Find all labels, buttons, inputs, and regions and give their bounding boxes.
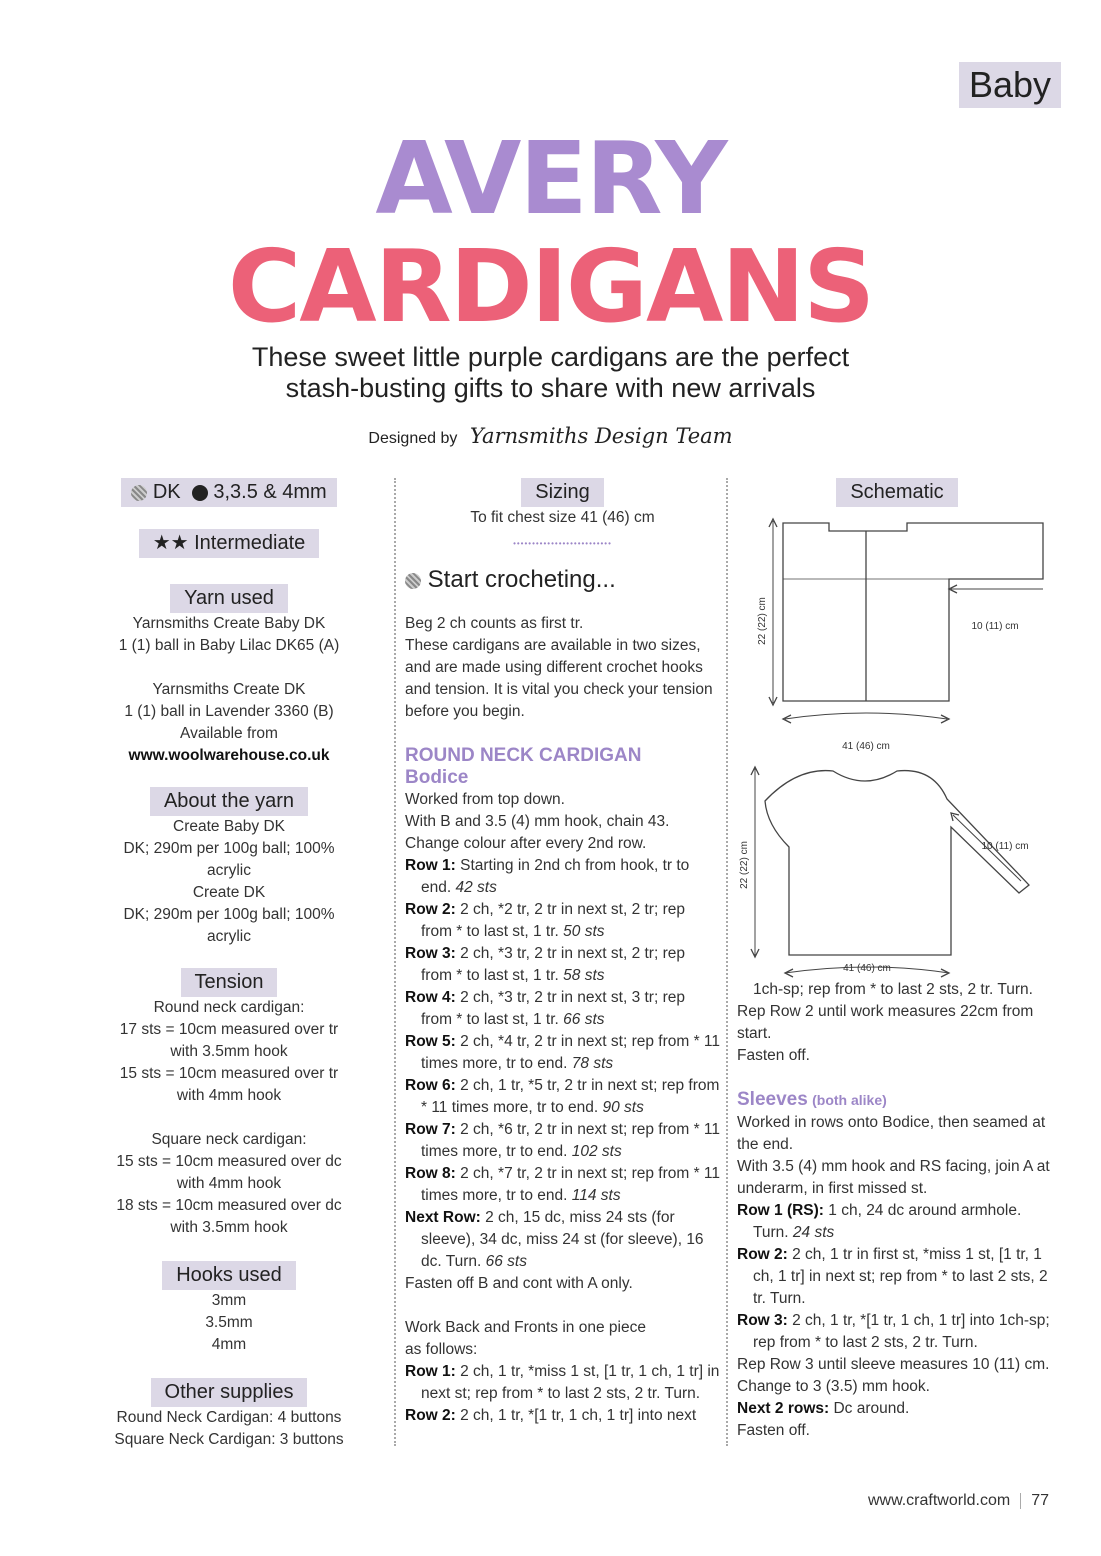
round-neck-heading: ROUND NECK CARDIGAN xyxy=(405,745,642,766)
weight-label: DK xyxy=(152,481,181,503)
yarn-ball-icon xyxy=(405,573,421,589)
intro-note-2: These cardigans are available in two sizes, and are made using different crochet hooks and tension. It is vital you check your tension before you begin. xyxy=(405,637,713,720)
about-line-1: Create Baby DK xyxy=(173,818,285,835)
cont-line-3: Fasten off. xyxy=(737,1047,810,1064)
tension-line-9: 18 sts = 10cm measured over dc xyxy=(116,1197,342,1214)
schematic-heading: Schematic xyxy=(836,478,957,507)
start-heading-text: Start crocheting... xyxy=(427,566,616,593)
pattern-row: Row 2: 2 ch, 1 tr, *[1 tr, 1 ch, 1 tr] into next xyxy=(405,1407,697,1424)
intro xyxy=(0,342,1101,404)
next-rows: Next 2 rows: Dc around. xyxy=(737,1400,910,1417)
yarn-used-line-3: Yarnsmiths Create DK xyxy=(152,681,306,698)
title-line2: CARDIGANS xyxy=(227,228,874,345)
schem2-width-label: 41 (46) cm xyxy=(843,963,891,974)
work-back-line: Work Back and Fronts in one piece as follows: xyxy=(405,1319,646,1358)
dot-separator: •••••••••••••••••••••••••• xyxy=(513,539,612,548)
yarn-used-line-2: 1 (1) ball in Baby Lilac DK65 (A) xyxy=(118,637,340,654)
tension-line-2: 17 sts = 10cm measured over tr xyxy=(119,1021,339,1038)
pattern-row: Row 5: 2 ch, *4 tr, 2 tr in next st; rep from * 11 times more, tr to end. 78 sts xyxy=(405,1033,721,1072)
back-rows xyxy=(405,1361,720,1427)
yarn-used-line-5: Available from xyxy=(180,725,278,742)
bodice-rows xyxy=(405,855,720,1273)
section-tag: Baby xyxy=(959,62,1061,108)
schematic-round-neck xyxy=(751,767,1029,977)
yarn-ball-icon xyxy=(131,485,147,501)
footer-site[interactable]: www.craftworld.com xyxy=(867,1492,1011,1509)
tension-heading: Tension xyxy=(181,968,278,997)
sleeves-heading-block xyxy=(737,1089,1057,1112)
supplies-line-1: Round Neck Cardigan: 4 buttons xyxy=(116,1409,342,1426)
pattern-row: Row 2: 2 ch, *2 tr, 2 tr in next st, 2 tr; rep from * to last st, 1 tr. 50 sts xyxy=(405,901,685,940)
tension-line-1: Round neck cardigan: xyxy=(153,999,305,1016)
sleeve-rows xyxy=(737,1200,1057,1354)
schem2-height-label: 22 (22) cm xyxy=(739,841,750,889)
fasten-line: Fasten off B and cont with A only. xyxy=(405,1275,633,1292)
intro-note-1: Beg 2 ch counts as first tr. xyxy=(405,615,584,632)
pattern-row: Row 4: 2 ch, *3 tr, 2 tr in next st, 3 tr; rep from * to last st, 1 tr. 66 sts xyxy=(405,989,685,1028)
title-line1: AVERY xyxy=(375,120,726,237)
column-schematic xyxy=(737,478,1057,1442)
pattern-row: Row 7: 2 ch, *6 tr, 2 tr in next st; rep from * 11 times more, tr to end. 102 sts xyxy=(405,1121,721,1160)
column-pattern xyxy=(405,478,720,1427)
after-line-1: Rep Row 3 until sleeve measures 10 (11) cm. xyxy=(737,1356,1050,1373)
weight-hooks-badge xyxy=(121,478,336,507)
supplies-line-2: Square Neck Cardigan: 3 buttons xyxy=(114,1431,344,1448)
column-divider-2 xyxy=(726,478,728,1446)
pattern-row: Row 1: 2 ch, 1 tr, *miss 1 st, [1 tr, 1 ch, 1 tr] in next st; rep from * to last 2 sts, 2 tr. Turn. xyxy=(405,1363,720,1402)
supplies-heading: Other supplies xyxy=(151,1378,308,1407)
pattern-row: Row 6: 2 ch, 1 tr, *5 tr, 2 tr in next st; rep from * 11 times more, tr to end. 90 sts xyxy=(405,1077,720,1116)
pattern-row: Row 2: 2 ch, 1 tr in first st, *miss 1 st, [1 tr, 1 ch, 1 tr] in next st; rep from * to last 2 sts, 2 tr. Turn. xyxy=(737,1246,1048,1307)
hook-size-1: 3mm xyxy=(211,1292,247,1309)
designer-credit xyxy=(0,424,1101,448)
tension-line-6: Square neck cardigan: xyxy=(151,1131,307,1148)
schem1-height-label: 22 (22) cm xyxy=(757,597,768,645)
pattern-row: Row 3: 2 ch, 1 tr, *[1 tr, 1 ch, 1 tr] into 1ch-sp; rep from * to last 2 sts, 2 tr. Turn. xyxy=(737,1312,1050,1351)
sleeves-line-2: With 3.5 (4) mm hook and RS facing, join A at underarm, in first missed st. xyxy=(737,1158,1050,1197)
schem1-width-label: 41 (46) cm xyxy=(842,741,890,752)
pattern-row: Next Row: 2 ch, 15 dc, miss 24 sts (for sleeve), 34 dc, miss 24 st (for sleeve), 16 dc. Turn. 66 sts xyxy=(405,1209,704,1270)
pattern-row: Row 8: 2 ch, *7 tr, 2 tr in next st; rep from * 11 times more, tr to end. 114 sts xyxy=(405,1165,721,1204)
intro-line1: These sweet little purple cardigans are the perfect xyxy=(251,342,850,372)
tension-line-5: with 4mm hook xyxy=(176,1087,282,1104)
bodice-heading: Bodice xyxy=(405,767,469,788)
sizing-text: To fit chest size 41 (46) cm xyxy=(470,509,655,526)
final-line: Fasten off. xyxy=(737,1422,810,1439)
tension-line-7: 15 sts = 10cm measured over dc xyxy=(116,1153,342,1170)
intro-line2: stash-busting gifts to share with new arrivals xyxy=(285,373,816,403)
schem2-sleeve-label: 10 (11) cm xyxy=(981,841,1029,852)
sleeves-sub: (both alike) xyxy=(812,1092,887,1108)
sizing-heading: Sizing xyxy=(521,478,603,507)
tension-line-4: 15 sts = 10cm measured over tr xyxy=(119,1065,339,1082)
designer-name: Yarnsmiths Design Team xyxy=(469,424,733,448)
bodice-line-2: With B and 3.5 (4) mm hook, chain 43. xyxy=(405,813,670,830)
hook-icon xyxy=(192,485,208,501)
yarn-used-line-4: 1 (1) ball in Lavender 3360 (B) xyxy=(124,703,334,720)
yarn-used-line-1: Yarnsmiths Create Baby DK xyxy=(132,615,326,632)
after-line-2: Change to 3 (3.5) mm hook. xyxy=(737,1378,930,1395)
hooks-summary: 3,3.5 & 4mm xyxy=(213,481,327,503)
page-footer xyxy=(868,1492,1049,1510)
cont-line-1: 1ch-sp; rep from * to last 2 sts, 2 tr. Turn. xyxy=(753,981,1033,998)
sleeves-heading: Sleeves xyxy=(737,1089,808,1110)
schematic-diagrams xyxy=(737,509,1057,979)
about-yarn-heading: About the yarn xyxy=(150,787,308,816)
about-line-4: DK; 290m per 100g ball; 100% acrylic xyxy=(123,906,335,945)
tension-line-8: with 4mm hook xyxy=(176,1175,282,1192)
supplier-url[interactable]: www.woolwarehouse.co.uk xyxy=(128,747,330,764)
bodice-line-1: Worked from top down. xyxy=(405,791,565,808)
page-number: 77 xyxy=(1031,1492,1049,1509)
designed-by-label: Designed by xyxy=(368,430,458,447)
yarn-used-heading: Yarn used xyxy=(170,584,288,613)
start-heading xyxy=(405,566,720,593)
bodice-line-3: Change colour after every 2nd row. xyxy=(405,835,647,852)
about-line-2: DK; 290m per 100g ball; 100% acrylic xyxy=(123,840,335,879)
pattern-row: Row 1: Starting in 2nd ch from hook, tr to end. 42 sts xyxy=(405,857,690,896)
cont-line-2: Rep Row 2 until work measures 22cm from start. xyxy=(737,1003,1034,1042)
column-divider-1 xyxy=(394,478,396,1446)
column-materials xyxy=(100,478,358,1451)
sleeves-line-1: Worked in rows onto Bodice, then seamed at the end. xyxy=(737,1114,1046,1153)
about-line-3: Create DK xyxy=(192,884,266,901)
schem1-sleeve-label: 10 (11) cm xyxy=(971,621,1019,632)
hooks-heading: Hooks used xyxy=(162,1261,296,1290)
pattern-row: Row 1 (RS): 1 ch, 24 dc around armhole. Turn. 24 sts xyxy=(737,1202,1022,1241)
tension-line-10: with 3.5mm hook xyxy=(170,1219,288,1236)
tension-line-3: with 3.5mm hook xyxy=(170,1043,288,1060)
hook-size-2: 3.5mm xyxy=(205,1314,253,1331)
hook-size-3: 4mm xyxy=(211,1336,247,1353)
pattern-row: Row 3: 2 ch, *3 tr, 2 tr in next st, 2 tr; rep from * to last st, 1 tr. 58 sts xyxy=(405,945,685,984)
difficulty-badge: ★★ Intermediate xyxy=(139,529,320,558)
